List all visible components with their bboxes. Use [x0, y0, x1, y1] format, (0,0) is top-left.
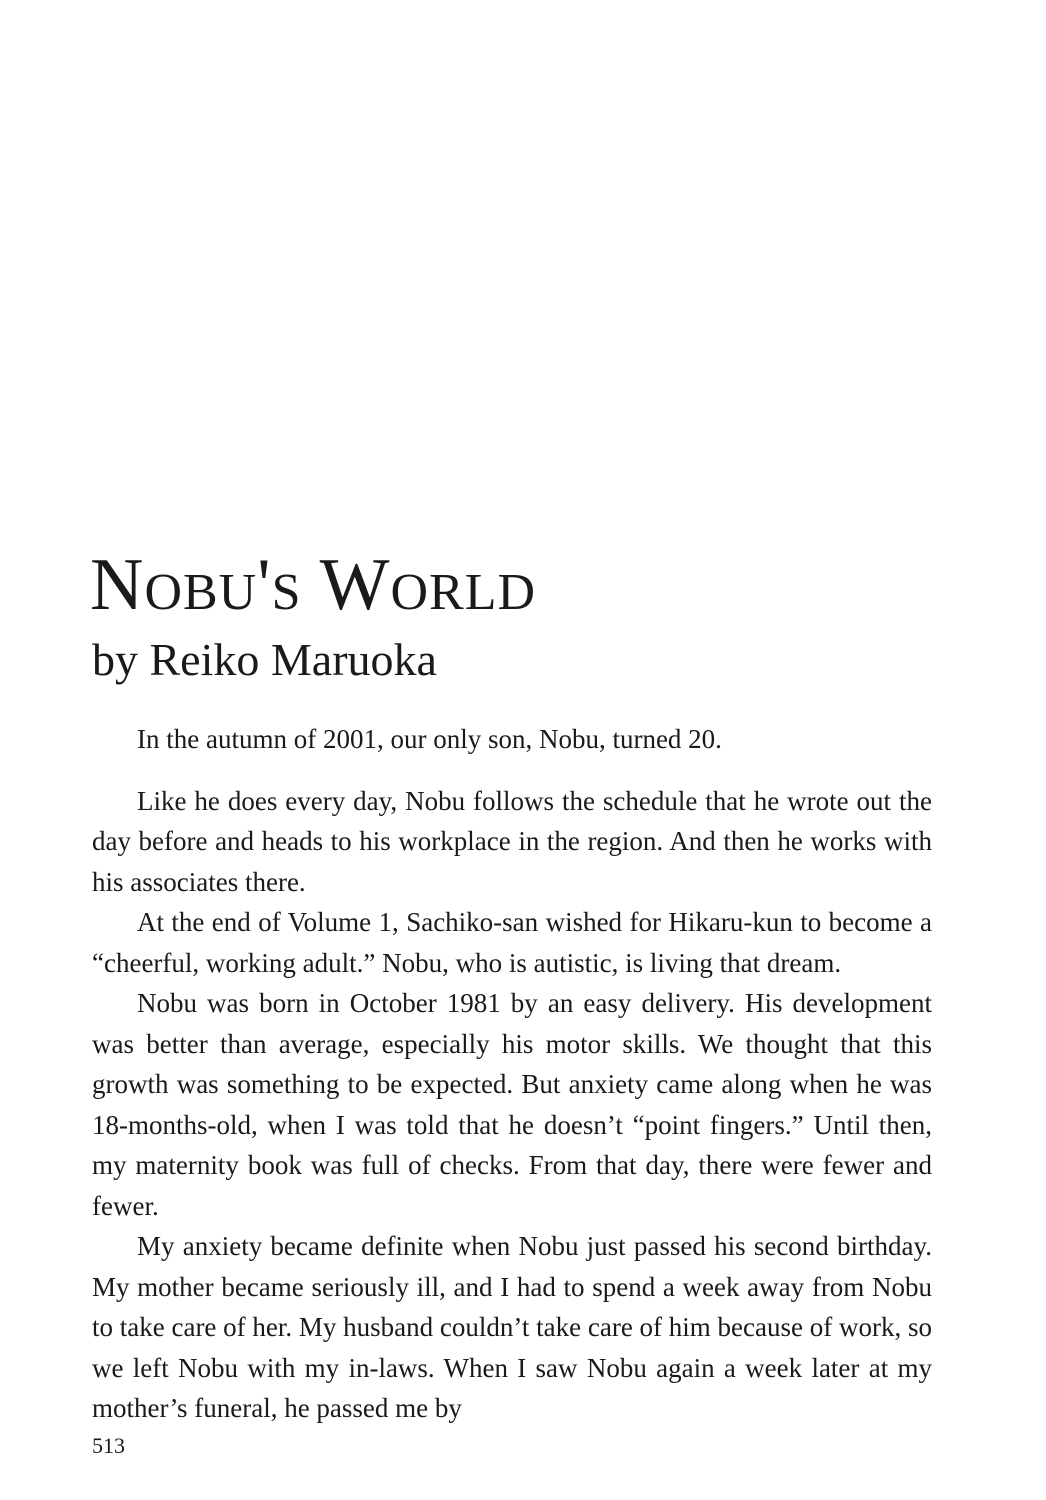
- chapter-author: by Reiko Maruoka: [92, 634, 437, 685]
- paragraph-4: Nobu was born in October 1981 by an easy delivery. His development was better than average, especially his motor skills. We thought that this growth was something to be expected. But anxiety came along when he was 18-months-old, when I was told that he doesn’t “point fingers.” Until then, my maternity book was full of checks. From that day, there were fewer and fewer.: [92, 988, 932, 1221]
- paragraph-3: At the end of Volume 1, Sachiko-san wished for Hikaru-kun to become a “cheerful, working adult.” Nobu, who is autistic, is living that dream.: [92, 907, 932, 978]
- body-text: [92, 719, 932, 1429]
- chapter-title: Nobu's World: [90, 544, 537, 626]
- paragraph-1: In the autumn of 2001, our only son, Nobu, turned 20.: [137, 724, 722, 754]
- page-number: 513: [92, 1433, 125, 1458]
- paragraph-5: My anxiety became definite when Nobu just passed his second birthday. My mother became seriously ill, and I had to spend a week away from Nobu to take care of her. My husband couldn’t take care of him because of work, so we left Nobu with my in-laws. When I saw Nobu again a week later at my mother’s funeral, he passed me by: [92, 1231, 932, 1423]
- paragraph-2: Like he does every day, Nobu follows the schedule that he wrote out the day before and heads to his workplace in the region. And then he works with his associates there.: [92, 785, 932, 897]
